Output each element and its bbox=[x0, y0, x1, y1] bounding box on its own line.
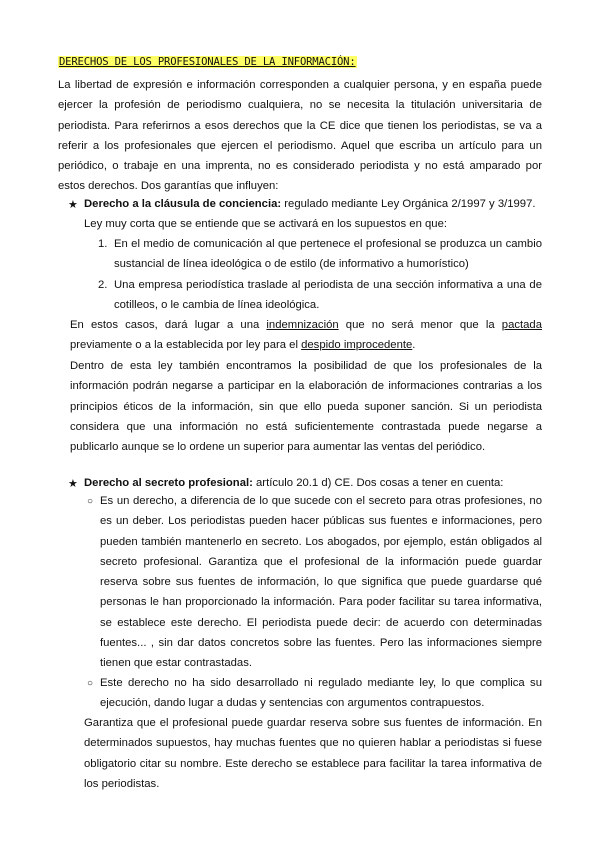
circle-bullet-icon: ○ bbox=[87, 496, 94, 507]
star-bullet-icon: ★ bbox=[68, 478, 78, 490]
section2-title-rest: artículo 20.1 d) CE. Dos cosas a tener en cuenta: bbox=[252, 477, 504, 489]
section1-title-line bbox=[84, 194, 554, 214]
section1-sub: Ley muy corta que se entiende que se activará en los supuestos en que: bbox=[84, 218, 447, 230]
section1-paragraph-b: Dentro de esta ley también encontramos la posibilidad de que los profesionales de la información podrán negarse a participar en la elaboración de informaciones contrarias a los principios éticos de la información, sin que ello pueda suponer sanción. Si un periodista considera que una información no está suficientemente contrastada puede negarse a publicarlo aunque se lo ordene un superior para aumentar las ventas del periódico. bbox=[70, 360, 542, 454]
despido-term: despido improcedente bbox=[301, 339, 413, 352]
pactada-term: pactada bbox=[501, 319, 542, 331]
section2-title: Derecho al secreto profesional: bbox=[84, 477, 253, 489]
list-item: Este derecho no ha sido desarrollado ni regulado mediante ley, lo que complica su ejecución, dando lugar a dudas y sentencias con argumentos contrapuestos. bbox=[100, 677, 542, 710]
section1-title-rest: regulado mediante Ley Orgánica 2/1997 y 3/1997. bbox=[281, 198, 536, 210]
list-number: 1. bbox=[98, 238, 108, 250]
list-item: Una empresa periodística traslade al periodista de una sección informativa a una de cotilleos, o le cambia de línea ideológica. bbox=[114, 279, 542, 312]
section2-closing: Garantiza que el profesional puede guardar reserva sobre sus fuentes de información. En determinados supuestos, hay muchas fuentes que no quieren hablar a periodistas si fuese obligatorio citar su nombre. Este derecho se establece para facilitar la tarea informativa de los periodistas. bbox=[84, 717, 542, 790]
star-bullet-icon: ★ bbox=[68, 199, 78, 211]
list-item: Es un derecho, a diferencia de lo que sucede con el secreto para otras profesiones, no es un deber. Los periodistas pueden hacer públicas sus fuentes e informaciones, pero pueden también mantenerlo en secreto. Los abogados, por ejemplo, están obligados al secreto profesional. Garantiza que el profesional de la información puede guardar reserva sobre sus fuentes de información, lo que significa que puede guardarse qué personas le han proporcionado la información. Para poder facilitar su tarea informativa, se establece este derecho. El periodista puede decir: de acuerdo con determinadas fuentes... , sin dar datos concretos sobre las fuentes. Pero las informaciones siempre tienen que estar contrastadas. bbox=[100, 495, 542, 670]
circle-bullet-icon: ○ bbox=[87, 678, 94, 689]
section1-paragraph-a: En estos casos, dará lugar a una indemnización que no será menor que la pactada previamente o a la establecida por ley para el despido improcedente. bbox=[70, 319, 542, 352]
section1-title: Derecho a la cláusula de conciencia: bbox=[84, 198, 282, 210]
list-number: 2. bbox=[98, 279, 108, 291]
intro-paragraph: La libertad de expresión e información corresponden a cualquier persona, y en españa puede ejercer la profesión de periodismo cualquiera, no se necesita la titulación universitaria de periodista. Para referirnos a esos derechos que la CE dice que tienen los periodistas, se va a referir a los profesionales que ejercen el periodismo. Aquel que escriba un artículo para un periódico, o trabaje en una imprenta, no es considerado periodista y no está amparado por estos derechos. Dos garantías que influyen: bbox=[58, 79, 542, 193]
list-item: En el medio de comunicación al que pertenece el profesional se produzca un cambio sustancial de línea ideológica o de estilo (de informativo a humorístico) bbox=[114, 238, 542, 271]
document-heading: DERECHOS DE LOS PROFESIONALES DE LA INFORMACIÓN: bbox=[59, 56, 356, 68]
indemnizacion-term: indemnización bbox=[266, 319, 339, 331]
